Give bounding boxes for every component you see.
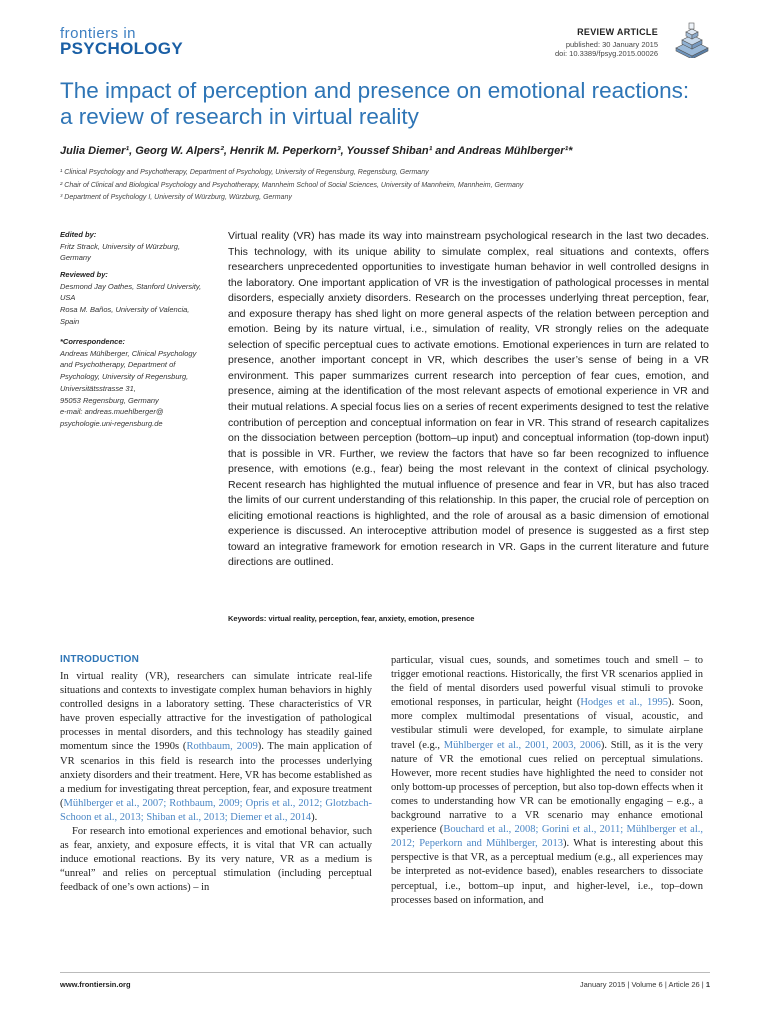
- body-column-right: [391, 654, 703, 908]
- footer-date: January 2015: [579, 980, 626, 989]
- reviewer-2: Rosa M. Baños, University of Valencia, Spain: [60, 305, 190, 326]
- correspondence-email[interactable]: e-mail: andreas.muehlberger@: [60, 407, 164, 417]
- correspondence-text: Andreas Mühlberger, Clinical Psychology and Psychotherapy, Department of Psychology, University of Regensburg,: [60, 348, 197, 382]
- page-number: 1: [705, 980, 710, 989]
- text-span: ). Soon, more complex multimodal presentations of visual, acoustic, and vestibular stimuli were developed, for example, to simulate airplane travel (e.g.,: [391, 697, 703, 751]
- edited-by-text: Fritz Strack, University of Würzburg, Germany: [60, 241, 181, 263]
- keywords-label: Keywords:: [228, 614, 267, 623]
- doi[interactable]: doi: 10.3389/fpsyg.2015.00026: [554, 49, 658, 58]
- citation-link[interactable]: Rothbaum, 2009: [186, 741, 258, 753]
- journal-logo-top: frontiers in: [60, 25, 137, 42]
- paragraph: For research into emotional experiences and emotional behavior, such as fear, anxiety, and exposure effects, it is vital that VR can actually induce emotional reactions. By its very nature, VR as a medium is “unreal” and relies on perceptual stimulation (including perceptual feedback of one’s own actions) – in: [60, 826, 372, 894]
- paragraph: [391, 654, 703, 908]
- section-heading-introduction: INTRODUCTION: [60, 654, 140, 665]
- edited-by-label: Edited by:: [60, 230, 97, 239]
- journal-logo-bottom: PSYCHOLOGY: [60, 39, 183, 58]
- sidebar-edited: [60, 229, 210, 264]
- paragraph: [60, 670, 372, 825]
- affiliation-2: ² Chair of Clinical and Biological Psychology and Psychotherapy, Mannheim School of Social Sciences, University of Mannheim, Mannheim, Germany: [60, 181, 524, 189]
- sidebar-reviewed: [60, 269, 210, 328]
- keywords: [228, 614, 709, 623]
- text-span: ). The main application of VR scenarios in this field is research into the processes underlying anxiety disorders and their treatment. Here, VR has become established as a medium for investigating threat perception, fear, and exposure treatment (: [60, 741, 372, 809]
- keywords-list: virtual reality, perception, fear, anxiety, emotion, presence: [268, 614, 475, 623]
- affiliations: [60, 167, 710, 205]
- citation-link[interactable]: Mühlberger et al., 2007; Rothbaum, 2009; Opris et al., 2012; Glotzbach-Schoon et al., 2013; Shiban et al., 2013; Diemer et al., 2014: [60, 797, 372, 823]
- body-column-left: [60, 670, 372, 896]
- citation-link[interactable]: Bouchard et al., 2008; Gorini et al., 2011; Mühlberger et al., 2012; Peperkorn and Mühlberger, 2013: [391, 824, 703, 850]
- text-span: ). Still, as it is the very nature of VR the emotional cues relied on perceptual simulations. However, more recent studies have highlighted the need to consider not only bottom-up processes of perception, but also top-down effects when it comes to understanding how VR can be emotionally engaging – e.g., a background narrative to a VR scenario may enhance emotional experience (: [391, 739, 704, 836]
- text-span: particular, visual cues, sounds, and sometimes touch and smell – to trigger emotional reactions. Historically, the first VR scenarios applied in the field of mental disorders used powerful visual stimuli to provoke emotional responses, in particular, height (: [391, 655, 703, 709]
- reviewed-by-label: Reviewed by:: [60, 270, 108, 279]
- footer-divider: [60, 972, 710, 973]
- text-span: ). What is interesting about this perspective is that VR, as a perceptual medium (e.g., all experiences may be interpreted as not-evidence based), enables researchers to dissociate perceptual, i.e., bottom–up input, and higher-level, i.e., top–down processes based on information, and: [391, 838, 703, 906]
- author-list: Julia Diemer¹, Georg W. Alpers², Henrik M. Peperkorn³, Youssef Shiban¹ and Andreas Mühlberger¹*: [60, 145, 573, 157]
- stacked-blocks-icon: [672, 22, 712, 58]
- sidebar-correspondence: [60, 336, 210, 430]
- article-title: The impact of perception and presence on emotional reactions: a review of research in virtual reality: [60, 78, 690, 129]
- correspondence-email-domain[interactable]: psychologie.uni-regensburg.de: [60, 418, 163, 428]
- abstract: Virtual reality (VR) has made its way into mainstream psychological research in the last two decades. This technology, with its unique ability to simulate complex, real situations and contexts, offers researchers unprecedented opportunities to investigate human behavior in well controlled designs in the laboratory. One important application of VR is the investigation of pathological processes in mental disorders, especially anxiety disorders. Research on the processes underlying threat perception, fear, and exposure therapy has shed light on more general aspects of the relation between perception and emotion. Being by its nature virtual, i.e., simulation of reality, VR strongly relies on the adequate selection of specific perceptual cues to activate emotions. Emotional experiences in turn are related to presence, another important concept in VR, which describes the user’s sense of being in a VR environment. This paper summarizes current research into perception of fear cues, emotion, and presence, aiming at the identification of the most relevant aspects of emotional experience in VR and their mutual relations. A special focus lies on a series of recent experiments designed to test the relative contribution of perception and conceptual information on fear in VR. This strand of research capitalizes on the dissociation between perception (bottom–up input) and conceptual information (top-down input) that is possible in VR. Further, we review the factors that have so far been recognized to influence presence, with emotions (e.g., fear) being the most relevant in the context of clinical psychology. Recent research has highlighted the mutual influence of presence and fear in VR, but has also traced the limits of our current understanding of this relationship. In this paper, the crucial role of perception on eliciting emotional reactions is highlighted, and the role of arousal as a basic dimension of emotional experience is discussed. An interoceptive attribution model of presence is suggested as a first step toward an integrative framework for emotion research in VR. Gaps in the current literature and future directions are outlined.: [228, 230, 709, 569]
- affiliation-1: ¹ Clinical Psychology and Psychotherapy, Department of Psychology, University of Regensburg, Regensburg, Germany: [60, 169, 429, 176]
- correspondence-label: *Correspondence:: [60, 337, 126, 346]
- published-date: published: 30 January 2015: [565, 40, 658, 49]
- footer-citation: January 2015 | Volume 6 | Article 26 | 1: [579, 980, 710, 989]
- reviewer-1: Desmond Jay Oathes, Stanford University, USA: [60, 281, 202, 303]
- text-span: In virtual reality (VR), researchers can simulate intricate real-life situations and contexts to investigate complex human behaviors in highly controlled designs in a laboratory setting. These characteristics of VR have proven especially attractive for the investigation of pathological processes in mental disorders, and this technology has steadily gained momentum since the 1990s (: [60, 671, 372, 753]
- footer-url[interactable]: www.frontiersin.org: [60, 980, 131, 989]
- citation-link[interactable]: Mühlberger et al., 2001, 2003, 2006: [443, 739, 601, 751]
- affiliation-3: ³ Department of Psychology I, University of Würzburg, Würzburg, Germany: [60, 194, 292, 201]
- correspondence-city: 95053 Regensburg, Germany: [60, 395, 159, 405]
- article-type: REVIEW ARTICLE: [577, 27, 658, 37]
- footer-volume: Volume 6: [631, 980, 663, 989]
- citation-link[interactable]: Hodges et al., 1995: [580, 697, 668, 709]
- correspondence-street: Universitätsstrasse 31,: [60, 383, 136, 393]
- footer-article: Article 26: [668, 980, 700, 989]
- text-span: ).: [311, 811, 318, 823]
